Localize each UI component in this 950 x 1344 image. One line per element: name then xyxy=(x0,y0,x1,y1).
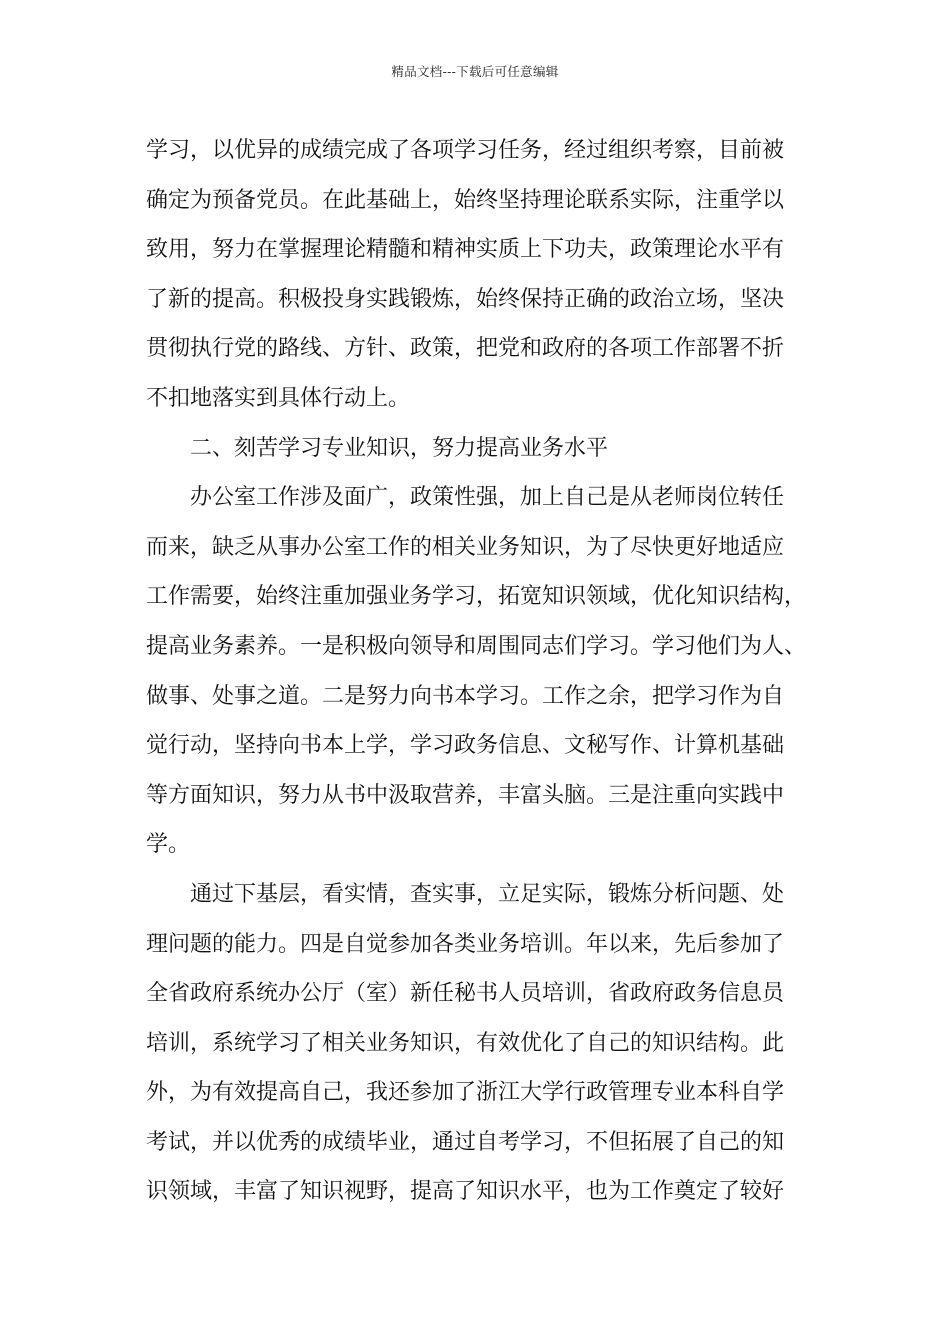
text-line: 致用，努力在掌握理论精髓和精神实质上下功夫，政策理论水平有 xyxy=(146,237,785,263)
text-line: 贯彻执行党的路线、方针、政策，把党和政府的各项工作部署不折 xyxy=(146,336,785,362)
text-line: 通过下基层，看实情，查实事，立足实际，锻炼分析问题、处 xyxy=(190,881,785,907)
text-line: 办公室工作涉及面广，政策性强，加上自己是从老师岗位转任 xyxy=(190,485,785,511)
text-line: 培训，系统学习了相关业务知识，有效优化了自己的知识结构。此 xyxy=(146,1030,785,1056)
text-line: 等方面知识，努力从书中汲取营养，丰富头脑。三是注重向实践中 xyxy=(146,782,785,808)
text-line: 学。 xyxy=(146,832,191,858)
text-line: 而来，缺乏从事办公室工作的相关业务知识，为了尽快更好地适应 xyxy=(146,534,785,560)
text-line: 识领域，丰富了知识视野，提高了知识水平，也为工作奠定了较好 xyxy=(146,1179,785,1205)
text-line: 确定为预备党员。在此基础上，始终坚持理论联系实际，注重学以 xyxy=(146,187,785,213)
text-line: 学习，以优异的成绩完成了各项学习任务，经过组织考察，目前被 xyxy=(146,138,785,163)
text-line: 做事、处事之道。二是努力向书本学习。工作之余，把学习作为自 xyxy=(146,683,785,709)
text-line: 觉行动，坚持向书本上学，学习政务信息、文秘写作、计算机基础 xyxy=(146,733,785,759)
text-line: 理问题的能力。四是自觉参加各类业务培训。年以来，先后参加了 xyxy=(146,931,785,957)
text-line: 外，为有效提高自己，我还参加了浙江大学行政管理专业本科自学 xyxy=(146,1080,785,1106)
section-heading: 二、刻苦学习专业知识，努力提高业务水平 xyxy=(190,435,609,461)
document-body xyxy=(146,126,824,1217)
text-line: 工作需要，始终注重加强业务学习，拓宽知识领域，优化知识结构， xyxy=(146,584,807,610)
text-line: 不扣地落实到具体行动上。 xyxy=(146,385,411,411)
text-line: 了新的提高。积极投身实践锻炼，始终保持正确的政治立场，坚决 xyxy=(146,286,785,312)
text-line: 提高业务素养。一是积极向领导和周围同志们学习。学习他们为人、 xyxy=(146,633,807,659)
page-header: 精品文档---下载后可任意编辑 xyxy=(391,64,559,79)
text-line: 考试，并以优秀的成绩毕业，通过自考学习，不但拓展了自己的知 xyxy=(146,1129,785,1155)
text-line: 全省政府系统办公厅（室）新任秘书人员培训，省政府政务信息员 xyxy=(146,981,785,1007)
